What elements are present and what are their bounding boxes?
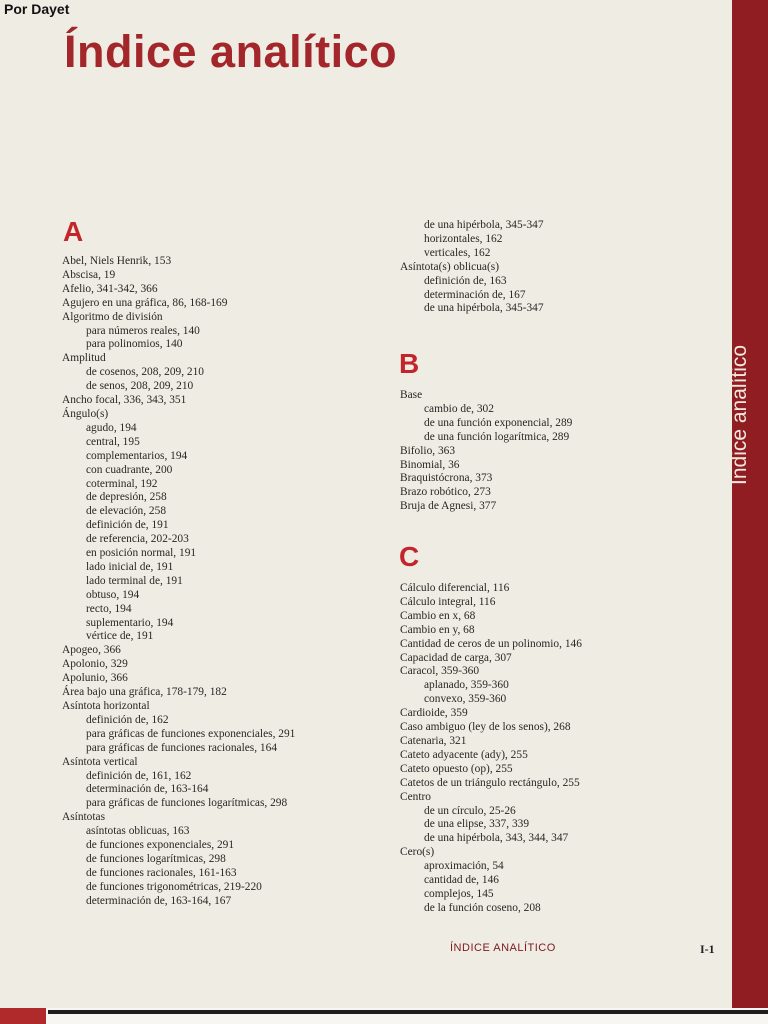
index-subentry: obtuso, 194 xyxy=(86,588,140,601)
index-entry: Apogeo, 366 xyxy=(62,644,121,657)
index-subentry: determinación de, 163-164, 167 xyxy=(86,894,232,907)
index-entry: Agujero en una gráfica, 86, 168-169 xyxy=(62,296,228,309)
index-entry: Catetos de un triángulo rectángulo, 255 xyxy=(400,776,580,789)
sidebar-tab xyxy=(732,0,768,1008)
index-subentry: de la función coseno, 208 xyxy=(424,901,541,914)
index-subentry: aplanado, 359-360 xyxy=(424,679,509,692)
index-subentry: complejos, 145 xyxy=(424,887,494,900)
index-subentry: de funciones exponenciales, 291 xyxy=(86,839,235,852)
section-letter-a: A xyxy=(63,216,84,247)
index-entry: Catenaria, 321 xyxy=(400,734,467,747)
index-subentry: de una hipérbola, 343, 344, 347 xyxy=(424,832,569,845)
index-entry: Cero(s) xyxy=(400,846,435,859)
index-subentry: aproximación, 54 xyxy=(424,860,504,873)
index-subentry: asíntotas oblicuas, 163 xyxy=(86,825,190,838)
index-entry: Asíntota horizontal xyxy=(62,700,150,712)
index-entry: Caracol, 359-360 xyxy=(400,665,480,678)
section-letter-b: B xyxy=(399,348,420,379)
index-subentry: de una función exponencial, 289 xyxy=(424,416,573,429)
index-subentry: de un círculo, 25-26 xyxy=(424,804,516,817)
index-subentry: de senos, 208, 209, 210 xyxy=(86,380,194,393)
index-entry: Abel, Niels Henrik, 153 xyxy=(62,255,172,267)
index-entry: Abscisa, 19 xyxy=(62,268,116,281)
page-title: Índice analítico xyxy=(64,26,398,77)
index-column-c xyxy=(400,582,582,916)
index-entry: Caso ambiguo (ley de los senos), 268 xyxy=(400,721,571,734)
index-subentry: en posición normal, 191 xyxy=(86,547,197,560)
bottom-bar xyxy=(48,1010,768,1014)
index-subentry: convexo, 359-360 xyxy=(424,693,507,706)
index-entry: Capacidad de carga, 307 xyxy=(400,651,512,664)
index-subentry: lado inicial de, 191 xyxy=(86,560,174,573)
index-subentry: de depresión, 258 xyxy=(86,491,167,504)
index-entry: Cateto adyacente (ady), 255 xyxy=(400,748,528,761)
index-entry: Bifolio, 363 xyxy=(400,444,456,457)
sidebar-label: Índice analítico xyxy=(728,344,751,485)
index-entry: Asíntotas xyxy=(62,811,106,824)
index-subentry: suplementario, 194 xyxy=(86,616,174,629)
index-column-a-continued xyxy=(400,219,544,316)
page-number: I-1 xyxy=(700,942,715,956)
index-entry: Braquistócrona, 373 xyxy=(400,472,493,485)
index-entry: Afelio, 341-342, 366 xyxy=(62,282,158,295)
index-subentry: cantidad de, 146 xyxy=(424,874,499,887)
index-subentry: horizontales, 162 xyxy=(424,232,503,245)
index-subentry: definición de, 163 xyxy=(424,274,507,287)
index-subentry: de referencia, 202-203 xyxy=(86,533,189,546)
bottom-red-mark xyxy=(0,1008,46,1024)
index-subentry: lado terminal de, 191 xyxy=(86,574,183,587)
index-subentry: de una elipse, 337, 339 xyxy=(424,818,530,831)
index-subentry: de una función logarítmica, 289 xyxy=(424,430,570,443)
index-subentry: cambio de, 302 xyxy=(424,402,494,415)
index-entry: Ángulo(s) xyxy=(62,407,109,420)
index-subentry: de funciones racionales, 161-163 xyxy=(86,866,237,879)
index-entry: Base xyxy=(400,389,423,401)
index-subentry: central, 195 xyxy=(86,435,140,448)
index-subentry: definición de, 191 xyxy=(86,519,169,532)
index-entry: Cambio en x, 68 xyxy=(400,609,476,622)
index-subentry: determinación de, 167 xyxy=(424,288,526,301)
index-subentry: agudo, 194 xyxy=(86,421,137,434)
scan-credit: Por Dayet xyxy=(4,1,70,17)
index-subentry: de cosenos, 208, 209, 210 xyxy=(86,366,205,379)
index-subentry: de una hipérbola, 345-347 xyxy=(424,219,544,231)
index-entry: Cálculo diferencial, 116 xyxy=(400,582,510,594)
index-entry: Algoritmo de división xyxy=(62,310,163,323)
index-entry: Amplitud xyxy=(62,352,106,365)
index-subentry: recto, 194 xyxy=(86,602,132,615)
index-column-b xyxy=(400,389,572,514)
index-entry: Cambio en y, 68 xyxy=(400,623,475,636)
index-subentry: de funciones trigonométricas, 219-220 xyxy=(86,880,262,893)
index-subentry: determinación de, 163-164 xyxy=(86,783,209,796)
index-subentry: para gráficas de funciones logarítmicas, 298 xyxy=(86,797,288,810)
index-subentry: con cuadrante, 200 xyxy=(86,463,173,476)
index-entry: Cateto opuesto (op), 255 xyxy=(400,762,513,775)
index-subentry: vértice de, 191 xyxy=(86,630,154,643)
index-subentry: de funciones logarítmicas, 298 xyxy=(86,852,226,865)
index-entry: Brazo robótico, 273 xyxy=(400,486,491,499)
index-subentry: complementarios, 194 xyxy=(86,449,188,462)
index-entry: Asíntota(s) oblicua(s) xyxy=(400,260,500,273)
index-entry: Asíntota vertical xyxy=(62,755,138,768)
index-subentry: para polinomios, 140 xyxy=(86,338,183,351)
index-entry: Cálculo integral, 116 xyxy=(400,595,496,608)
index-entry: Cantidad de ceros de un polinomio, 146 xyxy=(400,637,582,650)
index-column-a xyxy=(62,255,295,909)
footer-title: ÍNDICE ANALÍTICO xyxy=(450,942,556,954)
index-entry: Centro xyxy=(400,790,432,803)
index-subentry: de elevación, 258 xyxy=(86,505,167,518)
index-subentry: coterminal, 192 xyxy=(86,477,158,490)
index-subentry: definición de, 161, 162 xyxy=(86,769,192,782)
index-entry: Apolonio, 329 xyxy=(62,658,128,671)
index-entry: Apolunio, 366 xyxy=(62,672,128,685)
index-subentry: de una hipérbola, 345-347 xyxy=(424,302,544,315)
index-subentry: para gráficas de funciones exponenciales, 291 xyxy=(86,727,296,740)
index-entry: Cardioide, 359 xyxy=(400,707,468,720)
index-entry: Bruja de Agnesi, 377 xyxy=(400,500,497,513)
index-subentry: definición de, 162 xyxy=(86,713,169,726)
index-subentry: para números reales, 140 xyxy=(86,324,200,337)
index-entry: Ancho focal, 336, 343, 351 xyxy=(62,394,187,407)
index-subentry: verticales, 162 xyxy=(424,246,491,259)
section-letter-c: C xyxy=(399,541,420,572)
index-entry: Binomial, 36 xyxy=(400,458,460,471)
index-entry: Área bajo una gráfica, 178-179, 182 xyxy=(62,686,227,699)
index-subentry: para gráficas de funciones racionales, 164 xyxy=(86,741,278,754)
